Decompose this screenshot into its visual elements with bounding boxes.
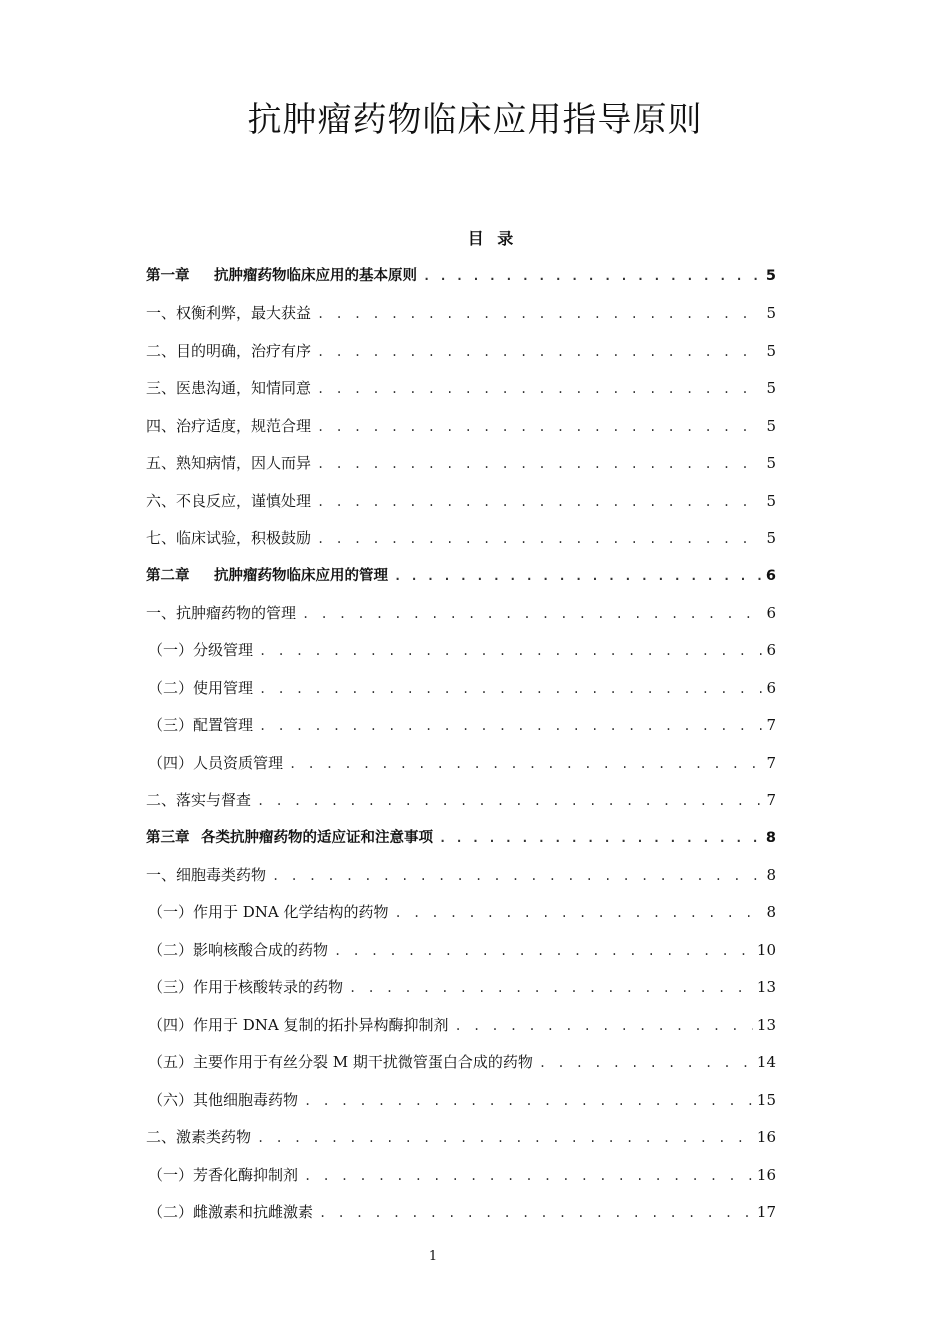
toc-entry[interactable] (146, 969, 776, 1006)
toc-page-number: 6 (765, 567, 776, 584)
dot-leader (455, 1008, 753, 1044)
toc-entry-label: 二、落实与督查 (146, 791, 252, 810)
toc-entry[interactable] (146, 483, 776, 520)
dot-leader (289, 746, 762, 782)
dot-leader (257, 783, 762, 819)
toc-page-number: 8 (765, 829, 776, 846)
toc-entry[interactable] (146, 333, 776, 370)
toc-entry[interactable] (146, 857, 776, 894)
toc-entry-label: （三）作用于核酸转录的药物 (148, 978, 344, 997)
toc-entry[interactable] (146, 408, 776, 445)
toc-page-number: 7 (766, 791, 776, 810)
dot-leader (302, 596, 762, 632)
toc-page-number: 8 (766, 903, 776, 922)
toc-entry-label: 二、激素类药物 (146, 1128, 252, 1147)
chapter-number: 第一章 (146, 268, 190, 284)
toc-page-number: 5 (766, 491, 776, 510)
toc-entry-label (146, 820, 433, 857)
toc-entry-label: 六、不良反应，谨慎处理 (146, 491, 312, 510)
toc-entry-label: 一、抗肿瘤药物的管理 (146, 603, 297, 622)
dot-leader (334, 933, 753, 969)
toc-page-number: 5 (766, 341, 776, 360)
dot-leader (259, 671, 762, 707)
toc-page-number: 15 (756, 1090, 776, 1109)
toc-entry-label: 一、权衡利弊，最大获益 (146, 304, 312, 323)
chapter-title: 抗肿瘤药物临床应用的管理 (214, 567, 388, 584)
toc-entry[interactable] (146, 1007, 776, 1044)
toc-entry[interactable] (146, 782, 776, 819)
toc-page-number: 6 (766, 603, 776, 622)
toc-page-number: 5 (766, 454, 776, 473)
toc-entry-label: （一）分级管理 (148, 641, 254, 660)
dot-leader (317, 371, 762, 407)
toc-page-number: 7 (766, 716, 776, 735)
chapter-number: 第二章 (146, 567, 190, 584)
dot-leader (317, 334, 762, 370)
toc-page-number: 8 (766, 866, 776, 884)
toc-entry-label: 四、治疗适度，规范合理 (146, 416, 312, 435)
document-title: 抗肿瘤药物临床应用指导原则 (247, 100, 703, 140)
toc-page-number: 10 (756, 940, 776, 959)
toc-entry-label: （二）使用管理 (148, 678, 254, 697)
toc-entry[interactable] (146, 745, 776, 782)
toc-page-number: 17 (756, 1202, 776, 1221)
dot-leader (317, 296, 762, 332)
toc-entry-label: 三、医患沟通，知情同意 (146, 379, 312, 398)
dot-leader (439, 820, 762, 857)
page-number: 1 (428, 1249, 438, 1264)
toc-entry[interactable] (146, 1119, 776, 1156)
toc-page-number: 16 (756, 1128, 776, 1147)
toc-entry[interactable] (146, 894, 776, 931)
toc-entry-label: 二、目的明确，治疗有序 (146, 341, 312, 360)
toc-entry-label: （一）芳香化酶抑制剂 (148, 1165, 299, 1184)
toc-page-number: 5 (766, 379, 776, 398)
dot-leader (539, 1045, 753, 1081)
toc-entry[interactable] (146, 295, 776, 332)
toc-entry-label: （三）配置管理 (148, 716, 254, 735)
toc-entry[interactable] (146, 445, 776, 482)
toc-entry-label: （四）作用于 DNA 复制的拓扑异构酶抑制剂 (148, 1015, 449, 1034)
dot-leader (259, 708, 762, 744)
toc-entry[interactable] (146, 670, 776, 707)
toc-page-number: 6 (766, 678, 776, 697)
toc-entry[interactable] (146, 595, 776, 632)
toc-entry[interactable] (146, 370, 776, 407)
dot-leader (423, 258, 762, 295)
toc-entry-label: （一）作用于 DNA 化学结构的药物 (148, 903, 389, 922)
dot-leader (394, 558, 762, 595)
toc-entry-label (146, 558, 388, 595)
toc-heading: 目 录 (467, 229, 518, 248)
dot-leader (257, 1120, 753, 1156)
chapter-number: 第三章 (146, 829, 190, 846)
toc-entry-label: （二）雌激素和抗雌激素 (148, 1202, 314, 1221)
dot-leader (317, 446, 762, 482)
toc-page-number: 5 (766, 416, 776, 435)
toc-entry-label: 七、临床试验，积极鼓励 (146, 529, 312, 548)
dot-leader (317, 409, 762, 445)
toc-entry[interactable] (146, 520, 776, 557)
toc-entry-label (146, 258, 417, 295)
dot-leader (304, 1158, 753, 1194)
toc-page-number: 16 (756, 1165, 776, 1184)
dot-leader (272, 858, 762, 894)
dot-leader (349, 970, 753, 1006)
dot-leader (317, 484, 762, 520)
dot-leader (317, 521, 762, 557)
dot-leader (319, 1195, 753, 1231)
toc-entry[interactable] (146, 1082, 776, 1119)
toc-entry[interactable] (146, 932, 776, 969)
toc-entry-chapter-2[interactable] (146, 558, 776, 595)
toc-entry-label: （五）主要作用于有丝分裂 M 期干扰微管蛋白合成的药物 (148, 1053, 533, 1072)
table-of-contents (146, 258, 776, 1231)
toc-entry-chapter-1[interactable] (146, 258, 776, 295)
toc-page-number: 7 (766, 753, 776, 772)
toc-entry[interactable] (146, 707, 776, 744)
toc-page-number: 5 (766, 304, 776, 323)
chapter-title: 各类抗肿瘤药物的适应证和注意事项 (201, 829, 433, 846)
toc-entry[interactable] (146, 632, 776, 669)
toc-entry-label: （二）影响核酸合成的药物 (148, 940, 329, 959)
toc-page-number: 13 (756, 978, 776, 997)
dot-leader (395, 895, 762, 931)
toc-page-number: 13 (756, 1015, 776, 1034)
toc-entry[interactable] (146, 1157, 776, 1194)
chapter-title: 抗肿瘤药物临床应用的基本原则 (214, 268, 417, 284)
dot-leader (259, 633, 762, 669)
toc-page-number: 5 (765, 268, 776, 284)
toc-entry-chapter-3[interactable] (146, 820, 776, 857)
toc-entry-label: （六）其他细胞毒药物 (148, 1090, 299, 1109)
dot-leader (304, 1083, 753, 1119)
toc-entry[interactable] (146, 1044, 776, 1081)
toc-entry-label: （四）人员资质管理 (148, 753, 284, 772)
toc-page-number: 6 (766, 641, 776, 660)
toc-page-number: 5 (766, 529, 776, 548)
toc-page-number: 14 (756, 1053, 776, 1072)
toc-entry-label: 五、熟知病情，因人而异 (146, 454, 312, 473)
toc-entry-label: 一、细胞毒类药物 (146, 866, 267, 884)
toc-entry[interactable] (146, 1194, 776, 1231)
